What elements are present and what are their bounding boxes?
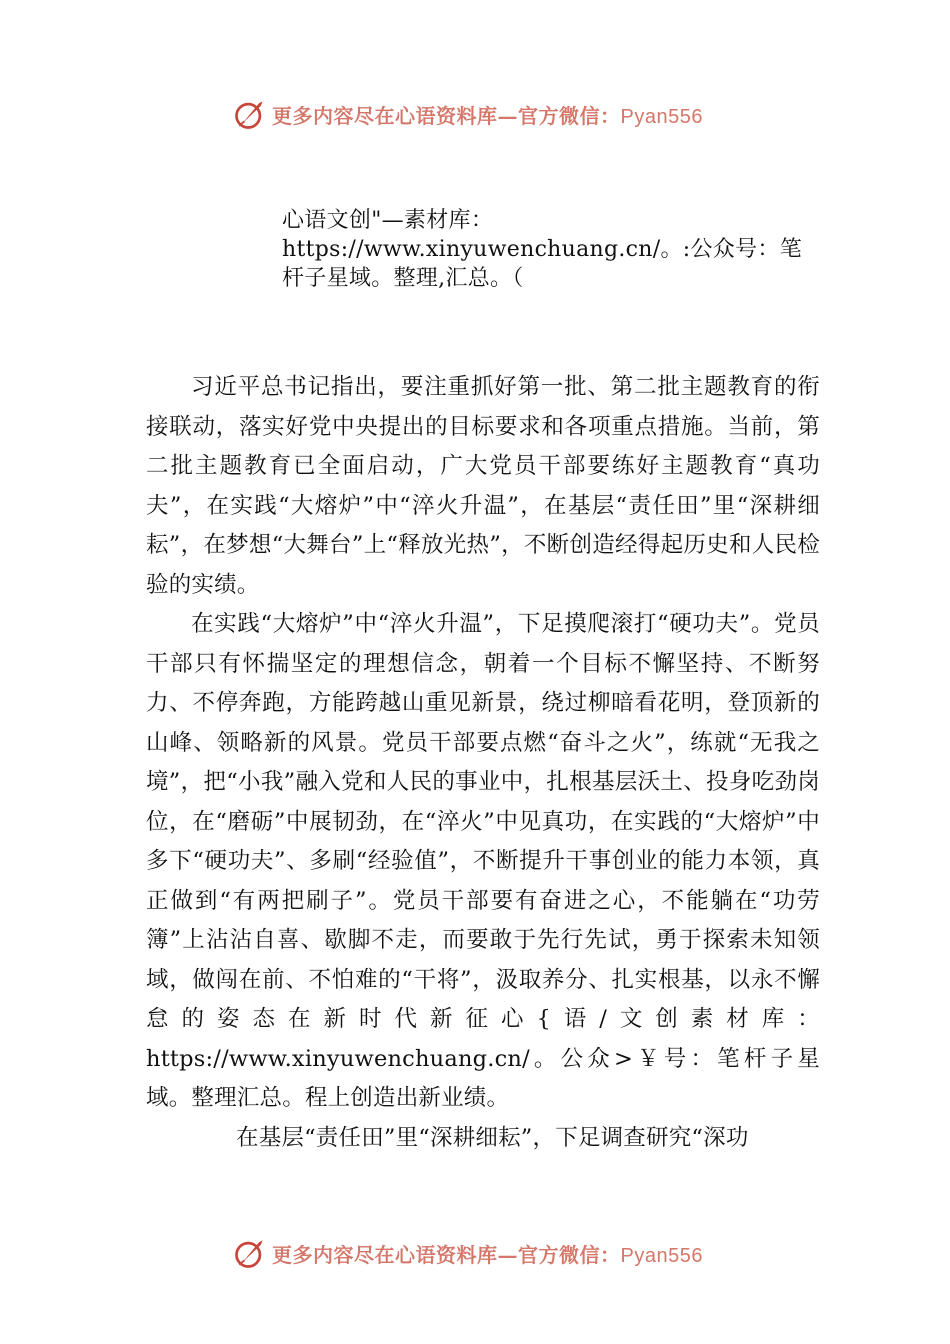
footer-banner-text: 更多内容尽在心语资料库—官方微信：Pyan556 xyxy=(272,1242,703,1267)
header-banner-text: 更多内容尽在心语资料库—官方微信：Pyan556 xyxy=(272,103,703,128)
wechat-handle: Pyan556 xyxy=(620,105,703,128)
header-banner xyxy=(232,94,703,134)
wechat-handle: Pyan556 xyxy=(620,1244,703,1267)
source-note: 心语文创"—素材库：https://www.xinyuwenchuang.cn/。:公众号：笔杆子星域。整理,汇总。（ xyxy=(282,208,803,291)
paragraph-1: 习近平总书记指出，要注重抓好第一批、第二批主题教育的衔接联动，落实好党中央提出的目标要求和各项重点措施。当前，第二批主题教育已全面启动，广大党员干部要练好主题教育“真功夫”，在实践“大熔炉”中“淬火升温”，在基层“责任田”里“深耕细耘”，在梦想“大舞台”上“释放光热”，不断创造经得起历史和人民检验的实绩。 xyxy=(146,374,820,598)
footer-banner xyxy=(232,1233,703,1273)
paragraph-2: 在实践“大熔炉”中“淬火升温”，下足摸爬滚打“硬功夫”。党员干部只有怀揣坚定的理想信念，朝着一个目标不懈坚持、不断努力、不停奔跑，方能跨越山重见新景，绕过柳暗看花明，登顶新的山峰、领略新的风景。党员干部要点燃“奋斗之火”，练就“无我之境”，把“小我”融入党和人民的事业中，扎根基层沃土、投身吃劲岗位，在“磨砺”中展韧劲，在“淬火”中见真功，在实践的“大熔炉”中多下“硬功夫”、多刷“经验值”，不断提升干事创业的能力本领，真正做到“有两把刷子”。党员干部要有奋进之心，不能躺在“功劳簿”上沾沾自喜、歇脚不走，而要敢于先行先试，勇于探索未知领域，做闯在前、不怕难的“干将”，汲取养分、扎实根基，以永不懈怠的姿态在新时代新征心{语/文创素材库：https://www.xinyuwenchuang.cn/。公众>￥号：笔杆子星域。整理汇总。程上创造出新业绩。 xyxy=(146,611,820,1111)
article-body xyxy=(146,368,820,1158)
paragraph-3: 在基层“责任田”里“深耕细耘”，下足调查研究“深功 xyxy=(236,1124,749,1151)
quill-logo-icon xyxy=(232,96,268,132)
quill-logo-icon xyxy=(232,1235,268,1271)
